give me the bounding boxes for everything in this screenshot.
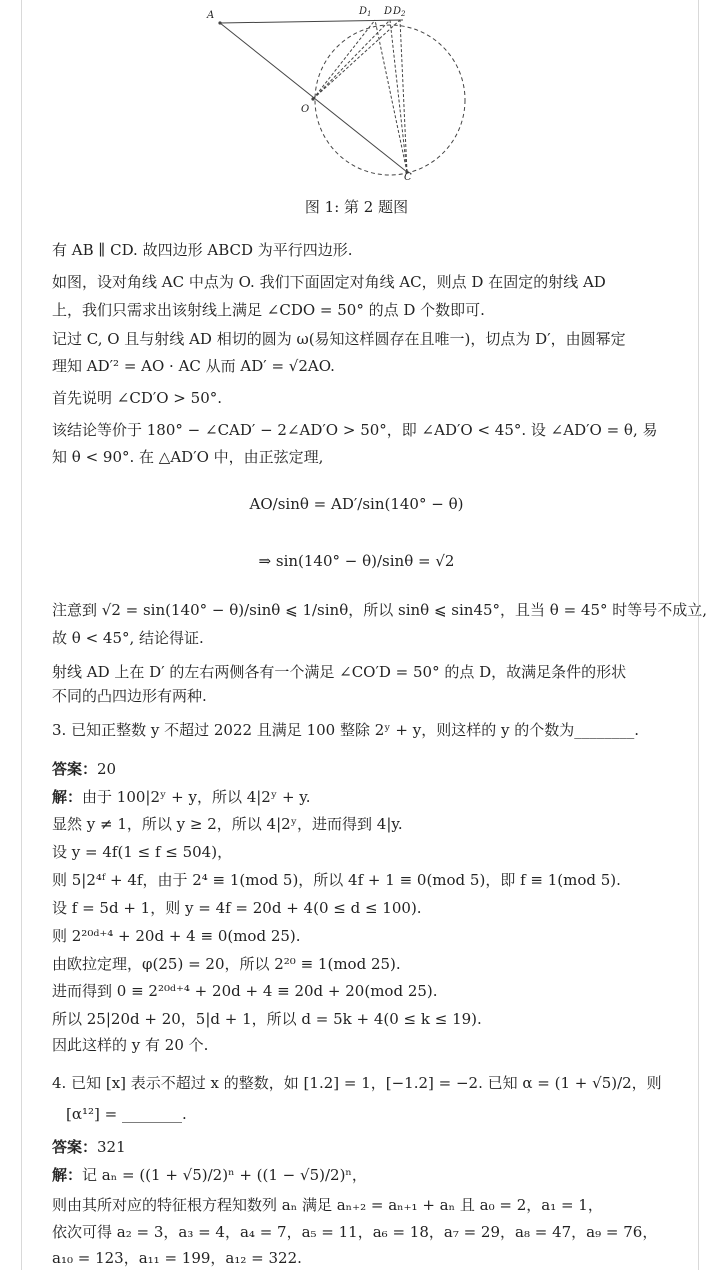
page-border-right <box>698 0 699 1270</box>
point-A <box>218 21 221 24</box>
question-4-line2: [α¹²] = ________. <box>66 1105 187 1123</box>
solution-3-line1 <box>52 787 311 807</box>
answer-label: 答案： <box>52 1138 98 1156</box>
circle-omega <box>315 25 465 175</box>
segment-CD <box>390 20 407 172</box>
label-A: A <box>207 10 215 21</box>
solution-label: 解： <box>52 1166 83 1184</box>
solution-3-line10: 因此这样的 y 有 20 个. <box>52 1036 209 1054</box>
question-3: 3. 已知正整数 y 不超过 2022 且满足 100 整除 2ʸ + y，则这样的 y 的个数为________. <box>52 721 639 739</box>
equation-sine-law: AO/sinθ = AD′/sin(140° − θ) <box>249 495 464 513</box>
solution-text: 由于 100|2ʸ + y，所以 4|2ʸ + y. <box>82 788 311 806</box>
label-C: C <box>404 172 412 183</box>
solution-3-line2: 显然 y ≠ 1，所以 y ≥ 2，所以 4|2ʸ，进而得到 4|y. <box>52 815 403 833</box>
paragraph-circle-line2: 理知 AD′² = AO · AC 从而 AD′ = √2AO. <box>52 357 335 375</box>
paragraph-circle-line1: 记过 C, O 且与射线 AD 相切的圆为 ω(易知这样圆存在且唯一)，切点为 D′，由圆幂定 <box>52 330 626 348</box>
geometry-figure <box>195 0 485 185</box>
solution-4-line3: 依次可得 a₂ = 3，a₃ = 4，a₄ = 7，a₅ = 11，a₆ = 18，a₇ = 29，a₈ = 47，a₉ = 76， <box>52 1223 658 1241</box>
paragraph-conclusion-line1: 射线 AD 上在 D′ 的左右两侧各有一个满足 ∠CO′D = 50° 的点 D，故满足条件的形状 <box>52 663 627 681</box>
paragraph-note-line1: 注意到 √2 = sin(140° − θ)/sinθ ⩽ 1/sinθ，所以 sinθ ⩽ sin45°，且当 θ = 45° 时等号不成立, <box>52 601 708 619</box>
answer-value: 321 <box>97 1138 126 1156</box>
paragraph-equivalence-line2: 知 θ < 90°. 在 △AD′O 中，由正弦定理, <box>52 448 324 466</box>
solution-3-line4: 则 5|2⁴ᶠ + 4f，由于 2⁴ ≡ 1(mod 5)，所以 4f + 1 ≡ 0(mod 5)，即 f ≡ 1(mod 5). <box>52 871 621 889</box>
solution-3-line3: 设 y = 4f(1 ≤ f ≤ 504)， <box>52 843 233 861</box>
segment-CD1 <box>375 20 407 172</box>
solution-label: 解： <box>52 788 83 806</box>
paragraph-setup-line2: 上，我们只需求出该射线上满足 ∠CDO = 50° 的点 D 个数即可. <box>52 301 485 319</box>
answer-3 <box>52 759 116 779</box>
answer-label: 答案： <box>52 760 98 778</box>
solution-text: 记 aₙ = ((1 + √5)/2)ⁿ + ((1 − √5)/2)ⁿ， <box>82 1166 367 1184</box>
label-D: D <box>384 6 393 17</box>
segment-OD2 <box>313 20 400 99</box>
segment-CD2 <box>400 20 407 172</box>
paragraph-claim: 首先说明 ∠CD′O > 50°. <box>52 389 223 407</box>
question-4-line1: 4. 已知 [x] 表示不超过 x 的整数，如 [1.2] = 1，[−1.2] = −2. 已知 α = (1 + √5)/2，则 <box>52 1074 662 1092</box>
segment-OD <box>313 20 390 99</box>
equation-sqrt2: ⇒ sin(140° − θ)/sinθ = √2 <box>258 552 455 570</box>
solution-3-line8: 进而得到 0 ≡ 2²⁰ᵈ⁺⁴ + 20d + 4 ≡ 20d + 20(mod 25). <box>52 982 438 1000</box>
solution-4-line4: a₁₀ = 123，a₁₁ = 199，a₁₂ = 322. <box>52 1249 302 1267</box>
label-D1: $D_1$ <box>359 6 372 18</box>
solution-4-line2: 则由其所对应的特征根方程知数列 aₙ 满足 aₙ₊₂ = aₙ₊₁ + aₙ 且 a₀ = 2，a₁ = 1， <box>52 1196 603 1214</box>
label-O: O <box>301 104 310 115</box>
solution-3-line6: 则 2²⁰ᵈ⁺⁴ + 20d + 4 ≡ 0(mod 25). <box>52 927 301 945</box>
answer-4 <box>52 1137 126 1157</box>
solution-3-line7: 由欧拉定理，φ(25) = 20，所以 2²⁰ ≡ 1(mod 25). <box>52 955 401 973</box>
paragraph-parallelogram: 有 AB ∥ CD. 故四边形 ABCD 为平行四边形. <box>52 241 353 259</box>
page-border-left <box>21 0 22 1270</box>
point-O <box>311 97 314 100</box>
figure-caption: 图 1: 第 2 题图 <box>304 198 409 216</box>
segment-OD1 <box>313 20 375 99</box>
label-D2: $D_2$ <box>393 6 406 18</box>
answer-value: 20 <box>97 760 117 778</box>
paragraph-note-line2: 故 θ < 45°, 结论得证. <box>52 629 204 647</box>
paragraph-conclusion-line2: 不同的凸四边形有两种. <box>52 687 207 705</box>
paragraph-setup-line1: 如图，设对角线 AC 中点为 O. 我们下面固定对角线 AC，则点 D 在固定的射线 AD <box>52 273 606 291</box>
solution-3-line5: 设 f = 5d + 1，则 y = 4f = 20d + 4(0 ≤ d ≤ 100). <box>52 899 422 917</box>
solution-4-line1 <box>52 1165 367 1185</box>
solution-3-line9: 所以 25|20d + 20，5|d + 1，所以 d = 5k + 4(0 ≤ k ≤ 19). <box>52 1010 482 1028</box>
paragraph-equivalence-line1: 该结论等价于 180° − ∠CAD′ − 2∠AD′O > 50°，即 ∠AD′O < 45°. 设 ∠AD′O = θ, 易 <box>52 421 658 439</box>
